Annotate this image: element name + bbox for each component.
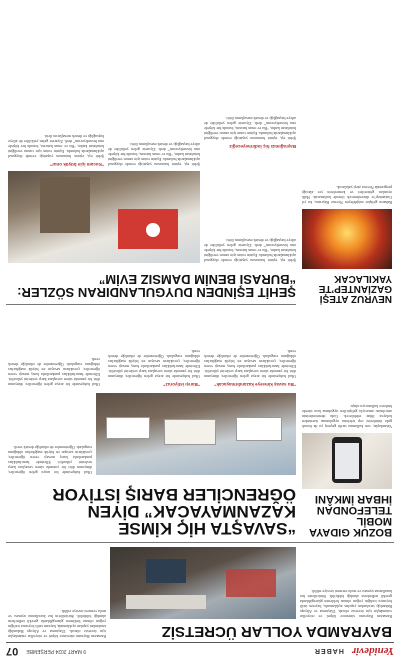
peace-headline: “SAVAŞTA HİÇ KİMSE KAZANMAYACAK” DİYEN ÖĞRENCİLER BARIŞ İSTİYOR	[52, 485, 296, 538]
page-number: 07	[6, 645, 19, 657]
toll-booth-photo	[110, 547, 296, 619]
bayram-body: Ramazan Bayramı süresince köprü ve otoyollar vatandaşlar için ücretsiz olacak. Ulaştırma ve Altyapı Bakanlığı tarafından yapılan açıklamada, bayram tatili boyunca trafiğin yoğun olması beklenen güzergâhlarda gerekli tedbirlerin alındığı bildirildi. Sürücülerin hız kurallarına uyması ve mola vermesi tavsiye edildi.	[300, 589, 392, 619]
divider	[6, 542, 394, 543]
home-body-3: Şehit eşi, eşinin hatırasını yaşattığı evinde duygusal açıklamalarda bulundu. Eşinin vatan için canını verdiğini hatırlatan kadın, “Bu ev onun hatırası, burada her köşede onu hissediyorum” dedi. Ziyarete gelen yetkililer de aileye başsağlığı ve destek mesajlarını iletti.	[108, 142, 200, 167]
bayram-headline: BAYRAMDA YOLLAR ÜCRETSİZ	[161, 623, 392, 640]
home-headline: ŞEHİT EŞİNDEN DUYGULANDIRAN SÖZLER: “BURASI BENİM DAMSIZ EVİM”	[17, 272, 296, 300]
newspaper-logo: Yenidevir	[351, 645, 394, 657]
home-subhead-1: Bayrağımızı hiç indirmeyeceğiz	[229, 144, 296, 149]
peace-body-4: Okul bahçesinde bir araya gelen öğrenciler, dünyanın dört bir yanında süren savaşlara karşı seslerini yükseltti. Ellerinde hazırladıkları pankartlarla barış mesajı veren öğrenciler, çocukların savaşın en büyük mağdurları olduğunu vurguladı. Öğretmenler de etkinliğe destek verdi.	[8, 357, 100, 387]
mobile-body: Vatandaşlar, son kullanma tarihi geçmiş ya da bozuk gıda ürünlerini cep telefonu uygulaması üzerinden kolayca ihbar edebilecek. Gıda denetimlerinin artırılması amacıyla geliştirilen uygulama kısa sürede binlerce kullanıcıya ulaştı.	[302, 404, 392, 429]
bayram-body-continued: Ramazan Bayramı süresince köprü ve otoyollar vatandaşlar için ücretsiz olacak. Ulaştırma ve Altyapı Bakanlığı tarafından yapılan açıklamada, bayram tatili boyunca trafiğin yoğun olması beklenen güzergâhlarda gerekli tedbirlerin alındığı bildirildi. Sürücülerin hız kurallarına uyması ve mola vermesi tavsiye edildi.	[8, 609, 106, 639]
peace-body: Okul bahçesinde bir araya gelen öğrenciler, dünyanın dört bir yanında süren savaşlara karşı seslerini yükseltti. Ellerinde hazırladıkları pankartlarla barış mesajı veren öğrenciler, çocukların savaşın en büyük mağdurları olduğunu vurguladı. Öğretmenler de etkinliğe destek verdi.	[8, 445, 92, 475]
divider	[6, 304, 296, 305]
peace-body-3: Okul bahçesinde bir araya gelen öğrenciler, dünyanın dört bir yanında süren savaşlara karşı seslerini yükseltti. Ellerinde hazırladıkları pankartlarla barış mesajı veren öğrenciler, çocukların savaşın en büyük mağdurları olduğunu vurguladı. Öğretmenler de etkinliğe destek verdi.	[108, 349, 200, 379]
mobile-headline: BOZUK GIDAYA MOBİL TELEFONDAN İHBAR İMKÂNI	[309, 493, 392, 538]
home-body-4: Şehit eşi, eşinin hatırasını yaşattığı evinde duygusal açıklamalarda bulundu. Eşinin vatan için canını verdiğini hatırlatan kadın, “Bu ev onun hatırası, burada her köşede onu hissediyorum” dedi. Ziyarete gelen yetkililer de aileye başsağlığı ve destek mesajlarını iletti.	[8, 134, 104, 159]
bonfire-photo	[302, 209, 392, 269]
students-photo	[96, 393, 296, 475]
nevruz-headline: NEVRUZ ATEŞİ GAZİANTEP’TE YAKILACAK	[318, 273, 392, 304]
home-subhead-2: “Kocam için büyük onur”	[49, 162, 104, 167]
family-photo	[8, 171, 200, 263]
phone-app-photo	[302, 433, 392, 489]
peace-subhead-2: “Barışı istiyoruz”	[163, 382, 200, 387]
peace-subhead-1: “Bu savaş kimseye kazandırmayacak”	[214, 382, 296, 387]
home-body-2: Şehit eşi, eşinin hatırasını yaşattığı evinde duygusal açıklamalarda bulundu. Eşinin vatan için canını verdiğini hatırlatan kadın, “Bu ev onun hatırası, burada her köşede onu hissediyorum” dedi. Ziyarete gelen yetkililer de aileye başsağlığı ve destek mesajlarını iletti.	[204, 116, 296, 141]
peace-body-2: Okul bahçesinde bir araya gelen öğrenciler, dünyanın dört bir yanında süren savaşlara karşı seslerini yükseltti. Ellerinde hazırladıkları pankartlarla barış mesajı veren öğrenciler, çocukların savaşın en büyük mağdurları olduğunu vurguladı. Öğretmenler de etkinliğe destek verdi.	[204, 349, 296, 379]
issue-date: 9 MART 2024 PERŞEMBE	[26, 648, 87, 654]
section-label: HABER	[313, 647, 344, 655]
home-body: Şehit eşi, eşinin hatırasını yaşattığı evinde duygusal açıklamalarda bulundu. Eşinin vatan için canını verdiğini hatırlatan kadın, “Bu ev onun hatırası, burada her köşede onu hissediyorum” dedi. Ziyarete gelen yetkililer de aileye başsağlığı ve destek mesajlarını iletti.	[204, 238, 296, 263]
nevruz-body: Baharın gelişini müjdeleyen Nevruz Bayramı, bu yıl Gaziantep’te düzenlenecek törenle kutlanacak. Halk oyunları gösterileri ve konserlerin yer alacağı programda Nevruz ateşi yakılacak.	[302, 185, 392, 205]
masthead	[6, 642, 394, 659]
